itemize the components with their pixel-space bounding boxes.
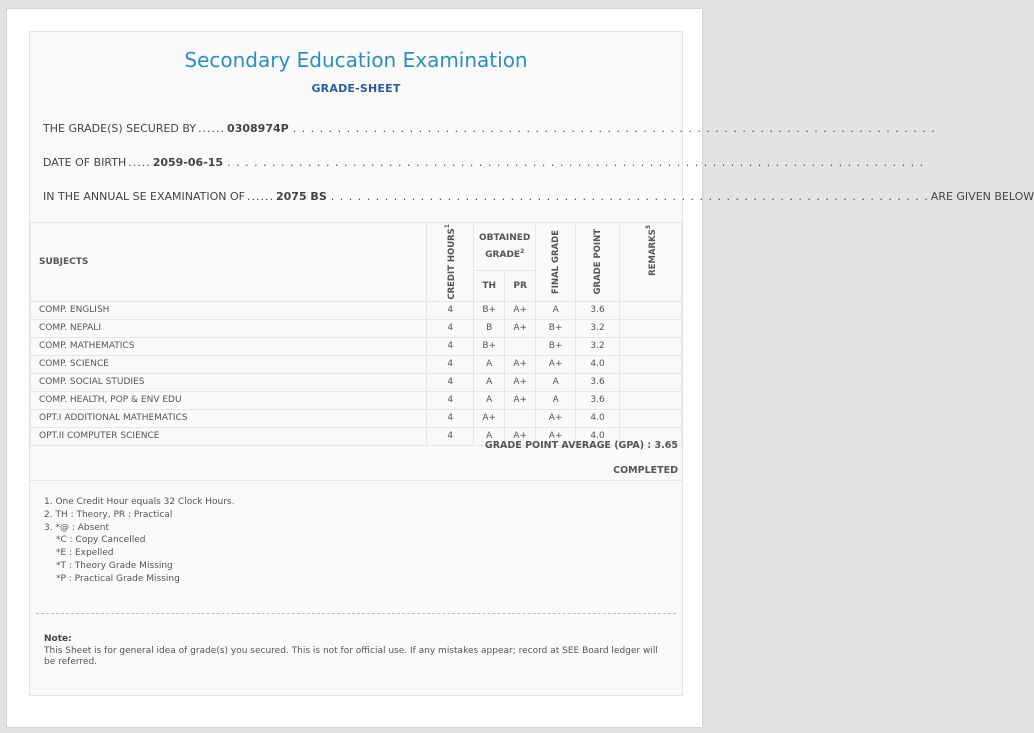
pr-cell: A+ <box>505 301 536 319</box>
grade-point-cell: 3.6 <box>576 373 620 391</box>
subjects-header: SUBJECTS <box>31 223 427 302</box>
th-cell: A+ <box>474 409 505 427</box>
secured-by-dots: ...... <box>198 122 226 135</box>
remarks-cell <box>620 337 682 355</box>
table-row <box>31 391 682 409</box>
page-frame <box>6 8 1034 728</box>
gpa-value: 3.65 <box>654 440 678 451</box>
table-row <box>31 337 682 355</box>
table-row <box>31 301 682 319</box>
credit-cell: 4 <box>427 319 474 337</box>
final-grade-cell: A <box>536 301 576 319</box>
credit-cell: 4 <box>427 427 474 445</box>
grade-point-cell: 3.6 <box>576 391 620 409</box>
credit-cell: 4 <box>427 355 474 373</box>
pr-cell <box>505 337 536 355</box>
grades-table <box>30 222 682 446</box>
subject-cell: COMP. NEPALI <box>31 319 427 337</box>
subject-cell: COMP. MATHEMATICS <box>31 337 427 355</box>
th-cell: B+ <box>474 337 505 355</box>
footnote-item: *P : Practical Grade Missing <box>56 573 180 584</box>
gpa-label: GRADE POINT AVERAGE (GPA) : <box>484 440 652 451</box>
secured-by-label: THE GRADE(S) SECURED BY <box>43 122 197 135</box>
remarks-cell <box>620 355 682 373</box>
footnote-item: *T : Theory Grade Missing <box>56 560 173 571</box>
dot-leader: . . . . . . . . . . . . . . . . . . . . . . . . . . . . . . . . . . . . . . . . . . . . . . . . . . . . . . . . . . . . . . . . . . . . . . . . <box>292 122 936 135</box>
subject-cell: OPT.I ADDITIONAL MATHEMATICS <box>31 409 427 427</box>
dob-dots: ..... <box>128 156 151 169</box>
grade-sheet <box>29 31 1034 696</box>
footnote-item: *C : Copy Cancelled <box>56 535 146 546</box>
table-row <box>31 409 682 427</box>
pr-header: PR <box>505 270 536 301</box>
subject-cell: COMP. ENGLISH <box>31 301 427 319</box>
final-grade-header: FINAL GRADE <box>536 223 576 302</box>
dob-row <box>43 156 925 172</box>
th-cell: B <box>474 319 505 337</box>
footnote-item: 3. *@ : Absent <box>44 522 110 533</box>
symbol-number: 0308974P <box>227 122 289 135</box>
pr-cell <box>505 409 536 427</box>
secured-by-row <box>43 122 936 138</box>
page-title: Secondary Education Examination <box>184 48 528 72</box>
subject-cell: COMP. SCIENCE <box>31 355 427 373</box>
disclaimer-label: Note: <box>44 634 72 644</box>
pr-cell: A+ <box>505 319 536 337</box>
footnote-item: *E : Expelled <box>56 548 114 559</box>
divider <box>30 480 682 481</box>
table-row <box>31 373 682 391</box>
dot-leader: . . . . . . . . . . . . . . . . . . . . . . . . . . . . . . . . . . . . . . . . . . . . . . . . . . . . . . . . . . . . . . . . . . . <box>330 190 929 203</box>
credit-cell: 4 <box>427 409 474 427</box>
final-grade-cell: B+ <box>536 319 576 337</box>
footnote-item: 2. TH : Theory, PR : Practical <box>44 509 173 520</box>
subject-cell: COMP. HEALTH, POP & ENV EDU <box>31 391 427 409</box>
grade-point-cell: 4.0 <box>576 355 620 373</box>
credit-hours-header: CREDIT HOURS$^1$ <box>427 223 474 302</box>
grade-point-cell: 4.0 <box>576 409 620 427</box>
final-grade-cell: B+ <box>536 337 576 355</box>
subject-cell: OPT.II COMPUTER SCIENCE <box>31 427 427 445</box>
final-grade-cell: A+ <box>536 409 576 427</box>
remarks-cell <box>620 301 682 319</box>
grade-point-cell: 3.2 <box>576 319 620 337</box>
th-cell: B+ <box>474 301 505 319</box>
grade-point-cell: 3.6 <box>576 301 620 319</box>
th-cell: A <box>474 427 505 445</box>
remarks-cell <box>620 319 682 337</box>
exam-year: 2075 BS <box>275 190 327 203</box>
th-cell: A <box>474 373 505 391</box>
th-cell: A <box>474 391 505 409</box>
pr-cell: A+ <box>505 391 536 409</box>
page-subtitle: GRADE-SHEET <box>311 82 401 95</box>
table-row <box>31 355 682 373</box>
th-cell: A <box>474 355 505 373</box>
final-grade-cell: A+ <box>536 427 576 445</box>
pr-cell: A+ <box>505 355 536 373</box>
credit-cell: 4 <box>427 301 474 319</box>
pr-cell: A+ <box>505 427 536 445</box>
subject-cell: COMP. SOCIAL STUDIES <box>31 373 427 391</box>
exam-row <box>43 190 1034 206</box>
grade-point-cell: 3.2 <box>576 337 620 355</box>
obtained-grade-header: OBTAINED GRADE$^2$ <box>474 223 536 271</box>
grade-point-header: GRADE POINT <box>576 223 620 302</box>
final-grade-cell: A+ <box>536 355 576 373</box>
gpa-line <box>485 440 678 451</box>
date-of-birth: 2059-06-15 <box>152 156 224 169</box>
table-row <box>31 319 682 337</box>
remarks-header: REMARKS$^3$ <box>620 223 682 302</box>
final-grade-cell: A <box>536 373 576 391</box>
pr-cell: A+ <box>505 373 536 391</box>
disclaimer <box>44 634 662 669</box>
final-grade-cell: A <box>536 391 576 409</box>
dashed-divider <box>36 613 676 614</box>
credit-cell: 4 <box>427 373 474 391</box>
remarks-cell <box>620 409 682 427</box>
dot-leader: . . . . . . . . . . . . . . . . . . . . . . . . . . . . . . . . . . . . . . . . . . . . . . . . . . . . . . . . . . . . . . . . . . . . . . . . . . . . . . <box>227 156 925 169</box>
remarks-cell <box>620 391 682 409</box>
remarks-cell <box>620 373 682 391</box>
dob-label: DATE OF BIRTH <box>43 156 127 169</box>
exam-dots: ...... <box>247 190 274 203</box>
credit-cell: 4 <box>427 337 474 355</box>
credit-cell: 4 <box>427 391 474 409</box>
result-status: COMPLETED <box>613 465 678 476</box>
exam-tail: ARE GIVEN BELOW <box>930 190 1034 203</box>
grade-point-cell: 4.0 <box>576 427 620 445</box>
th-header: TH <box>474 270 505 301</box>
footnotes <box>44 496 234 586</box>
exam-label: IN THE ANNUAL SE EXAMINATION OF <box>43 190 245 203</box>
footnote-item: 1. One Credit Hour equals 32 Clock Hours. <box>44 497 235 507</box>
disclaimer-text: This Sheet is for general idea of grade(s) you secured. This is not for official use. If any mistakes appear; record at SEE Board ledger will be referred. <box>44 645 658 667</box>
